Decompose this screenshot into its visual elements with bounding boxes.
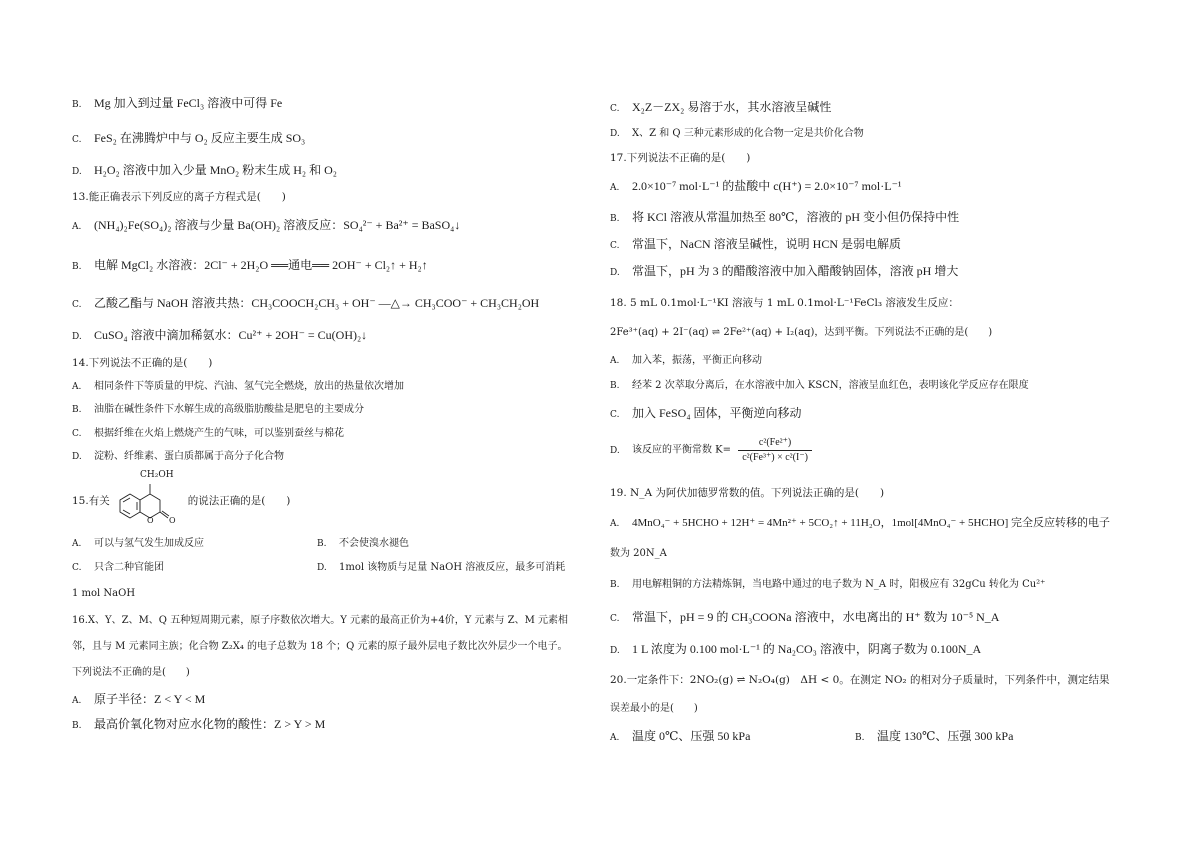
q18-option-c: C. 加入 FeSO₄ 固体，平衡逆向移动: [610, 406, 802, 420]
q20-option-a: A. 温度 0℃、压强 50 kPa B. 温度 130℃、压强 300 kPa: [610, 729, 1014, 743]
q18-stem-line2: 2Fe³⁺(aq) + 2I⁻(aq) ⇌ 2Fe²⁺(aq) + I₂(aq)，达到平衡。下列说法不正确的是( ): [610, 327, 993, 338]
q18-option-d: D. 该反应的平衡常数 K= $\frac{\text{c²(Fe²⁺)}}{\text{c²(Fe³⁺) × c²(I⁻)}}$: [610, 436, 812, 465]
q16-option-d: D. X、Z 和 Q 三种元素形成的化合物一定是共价化合物: [610, 128, 864, 139]
q12-option-c: C. FeS₂ 在沸腾炉中与 O₂ 反应主要生成 SO₃: [72, 131, 306, 145]
structure-label-ring-o: O: [147, 516, 154, 525]
q14-option-a: A. 相同条件下等质量的甲烷、汽油、氢气完全燃烧，放出的热量依次增加: [72, 381, 404, 392]
q14-option-b: B. 油脂在碱性条件下水解生成的高级脂肪酸盐是肥皂的主要成分: [72, 404, 364, 415]
q15-option-d: D. 1mol 该物质与足量 NaOH 溶液反应，最多可消耗: [317, 562, 566, 573]
q13-option-d: D. CuSO₄ 溶液中滴加稀氨水：Cu²⁺ + 2OH⁻ = Cu(OH)₂↓: [72, 328, 368, 342]
q16-stem-line1: 16.X、Y、Z、M、Q 五种短周期元素，原子序数依次增大。Y 元素的最高正价为+4价，Y 元素与 Z、M 元素相: [72, 615, 569, 626]
q17-option-a: A. 2.0×10⁻⁷ mol·L⁻¹ 的盐酸中 c(H⁺) = 2.0×10⁻⁷ mol·L⁻¹: [610, 179, 902, 193]
q17-option-d: D. 常温下，pH 为 3 的醋酸溶液中加入醋酸钠固体，溶液 pH 增大: [610, 264, 959, 278]
q19-stem: 19. N_A 为阿伏加德罗常数的值。下列说法正确的是( ): [610, 487, 885, 499]
q15-option-c: C. 只含二种官能团 D. 1mol 该物质与足量 NaOH 溶液反应，最多可消耗: [72, 562, 566, 573]
structure-label-ch2oh: CH₂OH: [140, 470, 174, 480]
q13-option-c: C. 乙酸乙酯与 NaOH 溶液共热：CH₃COOCH₂CH₃ + OH⁻ —△→ CH₃COO⁻ + CH₃CH₂OH: [72, 296, 540, 310]
fraction-numerator: c²(Fe²⁺): [738, 436, 812, 451]
q16-stem-line3: 下列说法不正确的是( ): [72, 667, 190, 678]
q15-option-d-continued: 1 mol NaOH: [72, 588, 136, 599]
q16-option-a: A. 原子半径：Z < Y < M: [72, 692, 206, 706]
q19-option-b: B. 用电解粗铜的方法精炼铜，当电路中通过的电子数为 N_A 时，阳极应有 32gCu 转化为 Cu²⁺: [610, 579, 1046, 590]
q16-stem-line2: 邻，且与 M 元素同主族；化合物 Z₂X₄ 的电子总数为 18 个；Q 元素的原子最外层电子数比次外层少一个电子。: [72, 641, 568, 652]
q16-option-b: B. 最高价氧化物对应水化物的酸性：Z > Y > M: [72, 717, 326, 731]
q17-option-c: C. 常温下，NaCN 溶液呈碱性，说明 HCN 是弱电解质: [610, 237, 901, 251]
q12-option-d: D. H₂O₂ 溶液中加入少量 MnO₂ 粉末生成 H₂ 和 O₂: [72, 163, 337, 177]
q18-option-b: B. 经苯 2 次萃取分离后，在水溶液中加入 KSCN，溶液呈血红色，表明该化学反应存在限度: [610, 380, 1029, 391]
q13-option-b: B. 电解 MgCl₂ 水溶液：2Cl⁻ + 2H₂O ══通电══ 2OH⁻ + Cl₂↑ + H₂↑: [72, 258, 428, 272]
q19-option-c: C. 常温下，pH = 9 的 CH₃COONa 溶液中，水电离出的 H⁺ 数为 10⁻⁵ N_A: [610, 610, 1000, 624]
fraction-denominator: c²(Fe³⁺) × c²(I⁻): [742, 452, 808, 463]
q20-option-b: B. 温度 130℃、压强 300 kPa: [855, 729, 1014, 743]
q13-stem: 13.能正确表示下列反应的离子方程式是( ): [72, 191, 286, 203]
q20-stem-line1: 20.一定条件下：2NO₂(g) ⇌ N₂O₄(g) ΔH < 0。在测定 NO₂ 的相对分子质量时，下列条件中，测定结果: [610, 674, 1110, 686]
q14-option-c: C. 根据纤维在火焰上燃烧产生的气味，可以鉴别蚕丝与棉花: [72, 428, 344, 439]
q20-stem-line2: 误差最小的是( ): [610, 703, 698, 714]
equilibrium-constant-fraction: [738, 436, 812, 465]
q15-option-a: A. 可以与氢气发生加成反应 B. 不会使溴水褪色: [72, 538, 409, 549]
q12-option-b: B. Mg 加入到过量 FeCl₃ 溶液中可得 Fe: [72, 96, 283, 110]
q14-stem: 14.下列说法不正确的是( ): [72, 357, 213, 369]
q16-option-c: C. X₂Z－ZX₂ 易溶于水，其水溶液呈碱性: [610, 100, 832, 114]
q17-stem: 17.下列说法不正确的是( ): [610, 152, 751, 164]
q19-option-a: A. 4MnO₄⁻ + 5HCHO + 12H⁺ = 4Mn²⁺ + 5CO₂↑ + 11H₂O，1mol[4MnO₄⁻ + 5HCHO] 完全反应转移的电子: [610, 517, 1111, 529]
q19-option-a-continued: 数为 20N_A: [610, 548, 667, 559]
q18-stem-line1: 18. 5 mL 0.1mol·L⁻¹KI 溶液与 1 mL 0.1mol·L⁻¹FeCl₃ 溶液发生反应：: [610, 297, 959, 309]
q17-option-b: B. 将 KCl 溶液从常温加热至 80℃，溶液的 pH 变小但仍保持中性: [610, 210, 960, 224]
q14-option-d: D. 淀粉、纤维素、蛋白质都属于高分子化合物: [72, 451, 284, 462]
q18-option-a: A. 加入苯，振荡，平衡正向移动: [610, 355, 762, 366]
q19-option-d: D. 1 L 浓度为 0.100 mol·L⁻¹ 的 Na₂CO₃ 溶液中，阴离子数为 0.100N_A: [610, 642, 982, 656]
q15-stem: 15.有关 的说法正确的是( ): [72, 495, 291, 507]
q13-option-a: A. (NH₄)₂Fe(SO₄)₂ 溶液与少量 Ba(OH)₂ 溶液反应：SO₄²⁻ + Ba²⁺ = BaSO₄↓: [72, 218, 461, 232]
q15-option-b: B. 不会使溴水褪色: [317, 538, 409, 549]
structure-label-carbonyl-o: O: [169, 516, 176, 525]
